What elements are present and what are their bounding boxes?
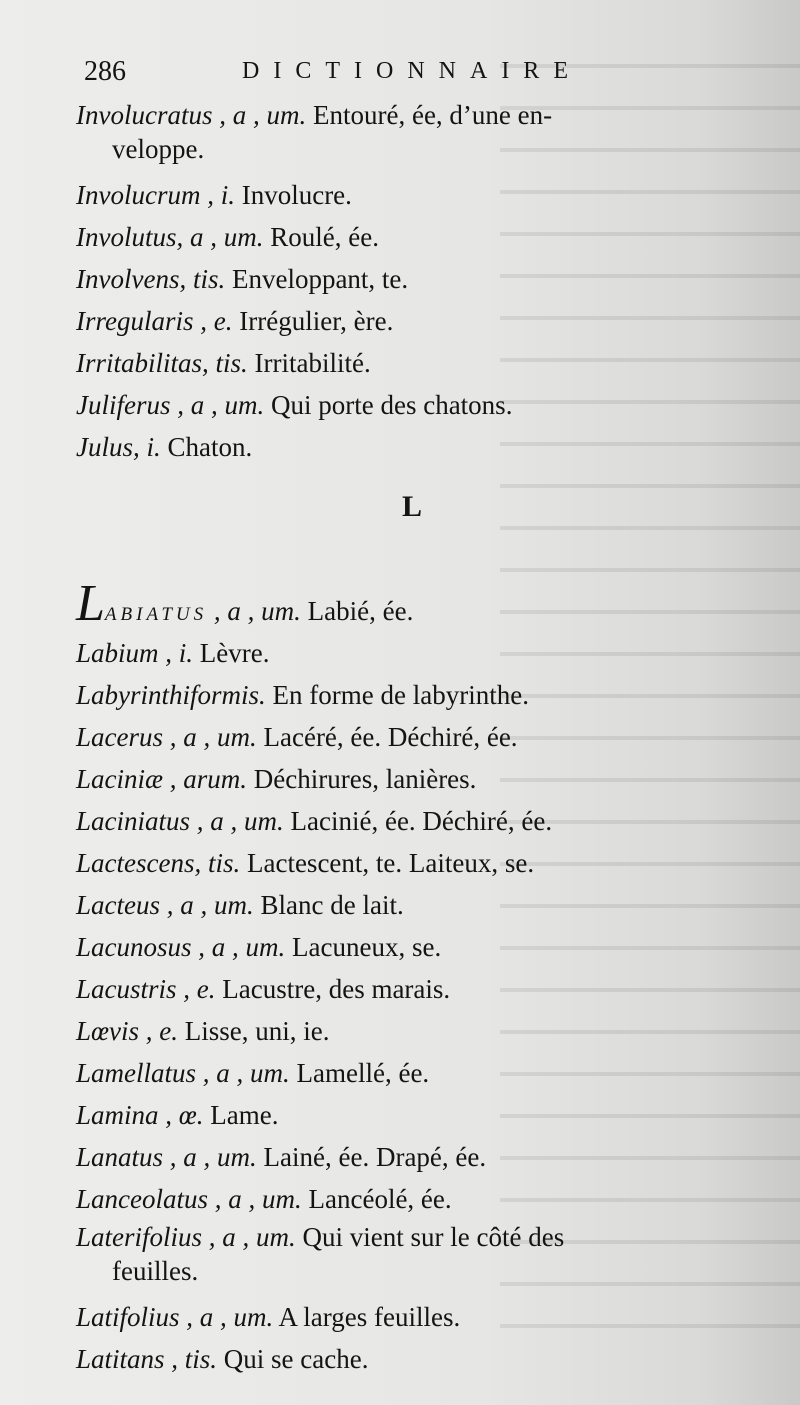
- dictionary-entry: [76, 632, 776, 674]
- dictionary-entry: [76, 884, 776, 926]
- entry-definition: Lacéré, ée. Déchiré, ée.: [263, 722, 518, 752]
- entry-term: Lacustris , e.: [76, 974, 216, 1004]
- entry-term: Lacerus , a , um.: [76, 722, 257, 752]
- entries-list-l: [76, 575, 776, 1380]
- dictionary-entry: [76, 800, 776, 842]
- entry-term: Irritabilitas, tis.: [76, 348, 248, 378]
- dictionary-entry: [76, 1178, 776, 1220]
- entry-definition: Lacustre, des marais.: [222, 974, 451, 1004]
- entry-definition: A larges feuilles.: [278, 1302, 461, 1332]
- page-number: 286: [84, 56, 126, 87]
- dictionary-entry: [76, 1010, 776, 1052]
- dictionary-entry: [76, 300, 776, 342]
- entry-definition: Involucre.: [241, 180, 352, 210]
- dictionary-entry: [76, 1338, 776, 1380]
- entries-list-i-j: [76, 98, 776, 468]
- entry-term: Latitans , tis.: [76, 1344, 218, 1374]
- entry-definition: Roulé, ée.: [270, 222, 379, 252]
- entry-definition: Lamellé, ée.: [296, 1058, 430, 1088]
- entry-continuation: veloppe.: [112, 134, 205, 164]
- entry-definition: Déchirures, lanières.: [253, 764, 477, 794]
- dictionary-entry: [76, 426, 776, 468]
- dictionary-entry: [76, 1296, 776, 1338]
- entry-definition: Blanc de lait.: [260, 890, 404, 920]
- entry-term: Involucratus , a , um.: [76, 100, 307, 130]
- entry-definition: En forme de labyrinthe.: [272, 680, 529, 710]
- dictionary-entry: [76, 342, 776, 384]
- entry-definition: Lacuneux, se.: [292, 932, 442, 962]
- dictionary-entry: [76, 98, 776, 166]
- entry-definition: Lèvre.: [199, 638, 270, 668]
- dictionary-entry-first: [76, 575, 776, 632]
- entry-definition: Lame.: [210, 1100, 279, 1130]
- entry-definition: Entouré, ée, d’une en-: [312, 100, 553, 130]
- entry-term: Lœvis , e.: [76, 1016, 179, 1046]
- entry-term: Irregularis , e.: [76, 306, 233, 336]
- running-title: DICTIONNAIRE: [242, 58, 582, 84]
- entry-definition: Lactescent, te. Laiteux, se.: [246, 848, 535, 878]
- dictionary-entry: [76, 842, 776, 884]
- entry-term: Lamina , œ.: [76, 1100, 204, 1130]
- dictionary-entry: [76, 174, 776, 216]
- entry-term: Juliferus , a , um.: [76, 390, 265, 420]
- entry-term: Involvens, tis.: [76, 264, 226, 294]
- entry-definition: Lainé, ée. Drapé, ée.: [263, 1142, 487, 1172]
- entry-term: Lactescens, tis.: [76, 848, 241, 878]
- dictionary-entry: [76, 926, 776, 968]
- entry-term: Lacunosus , a , um.: [76, 932, 286, 962]
- entry-term: Lanatus , a , um.: [76, 1142, 257, 1172]
- entry-term: Julus, i.: [76, 432, 161, 462]
- section-heading-letter: L: [402, 490, 423, 523]
- entry-term: Involucrum , i.: [76, 180, 235, 210]
- entry-term: Labium , i.: [76, 638, 194, 668]
- entry-definition: Lancéolé, ée.: [308, 1184, 452, 1214]
- entry-definition: Irrégulier, ère.: [239, 306, 394, 336]
- entry-definition: Qui porte des chatons.: [271, 390, 513, 420]
- entry-term: Laterifolius , a , um.: [76, 1222, 296, 1252]
- dictionary-entry: [76, 216, 776, 258]
- entry-definition: Qui vient sur le côté des: [302, 1222, 565, 1252]
- entry-definition: Irritabilité.: [254, 348, 371, 378]
- dictionary-entry: [76, 258, 776, 300]
- entry-definition: Lacinié, ée. Déchiré, ée.: [290, 806, 553, 836]
- dictionary-entry: [76, 674, 776, 716]
- entry-term: Lamellatus , a , um.: [76, 1058, 290, 1088]
- dictionary-entry: [76, 1220, 776, 1288]
- entry-term: Laciniatus , a , um.: [76, 806, 284, 836]
- entry-continuation: feuilles.: [112, 1256, 199, 1286]
- entry-definition: Enveloppant, te.: [231, 264, 409, 294]
- dictionary-entry: [76, 968, 776, 1010]
- entry-term: Labyrinthiformis.: [76, 680, 266, 710]
- entry-term: Involutus, a , um.: [76, 222, 264, 252]
- entry-definition: Qui se cache.: [223, 1344, 369, 1374]
- entry-term: Laciniæ , arum.: [76, 764, 248, 794]
- entry-term: Lacteus , a , um.: [76, 890, 254, 920]
- dictionary-entry: [76, 716, 776, 758]
- dictionary-entry: [76, 1094, 776, 1136]
- entry-term-tail: , a , um.: [213, 596, 301, 626]
- entry-definition: Labié, ée.: [307, 596, 414, 626]
- page-header: [84, 52, 784, 96]
- entry-definition: Chaton.: [167, 432, 253, 462]
- dictionary-entry: [76, 1136, 776, 1178]
- entry-term-smallcaps: abiatus: [104, 596, 208, 626]
- entry-term: Latifolius , a , um.: [76, 1302, 274, 1332]
- entry-term: Lanceolatus , a , um.: [76, 1184, 302, 1214]
- drop-capital: L: [76, 575, 105, 632]
- dictionary-entry: [76, 384, 776, 426]
- dictionary-entry: [76, 758, 776, 800]
- dictionary-entry: [76, 1052, 776, 1094]
- entry-definition: Lisse, uni, ie.: [184, 1016, 330, 1046]
